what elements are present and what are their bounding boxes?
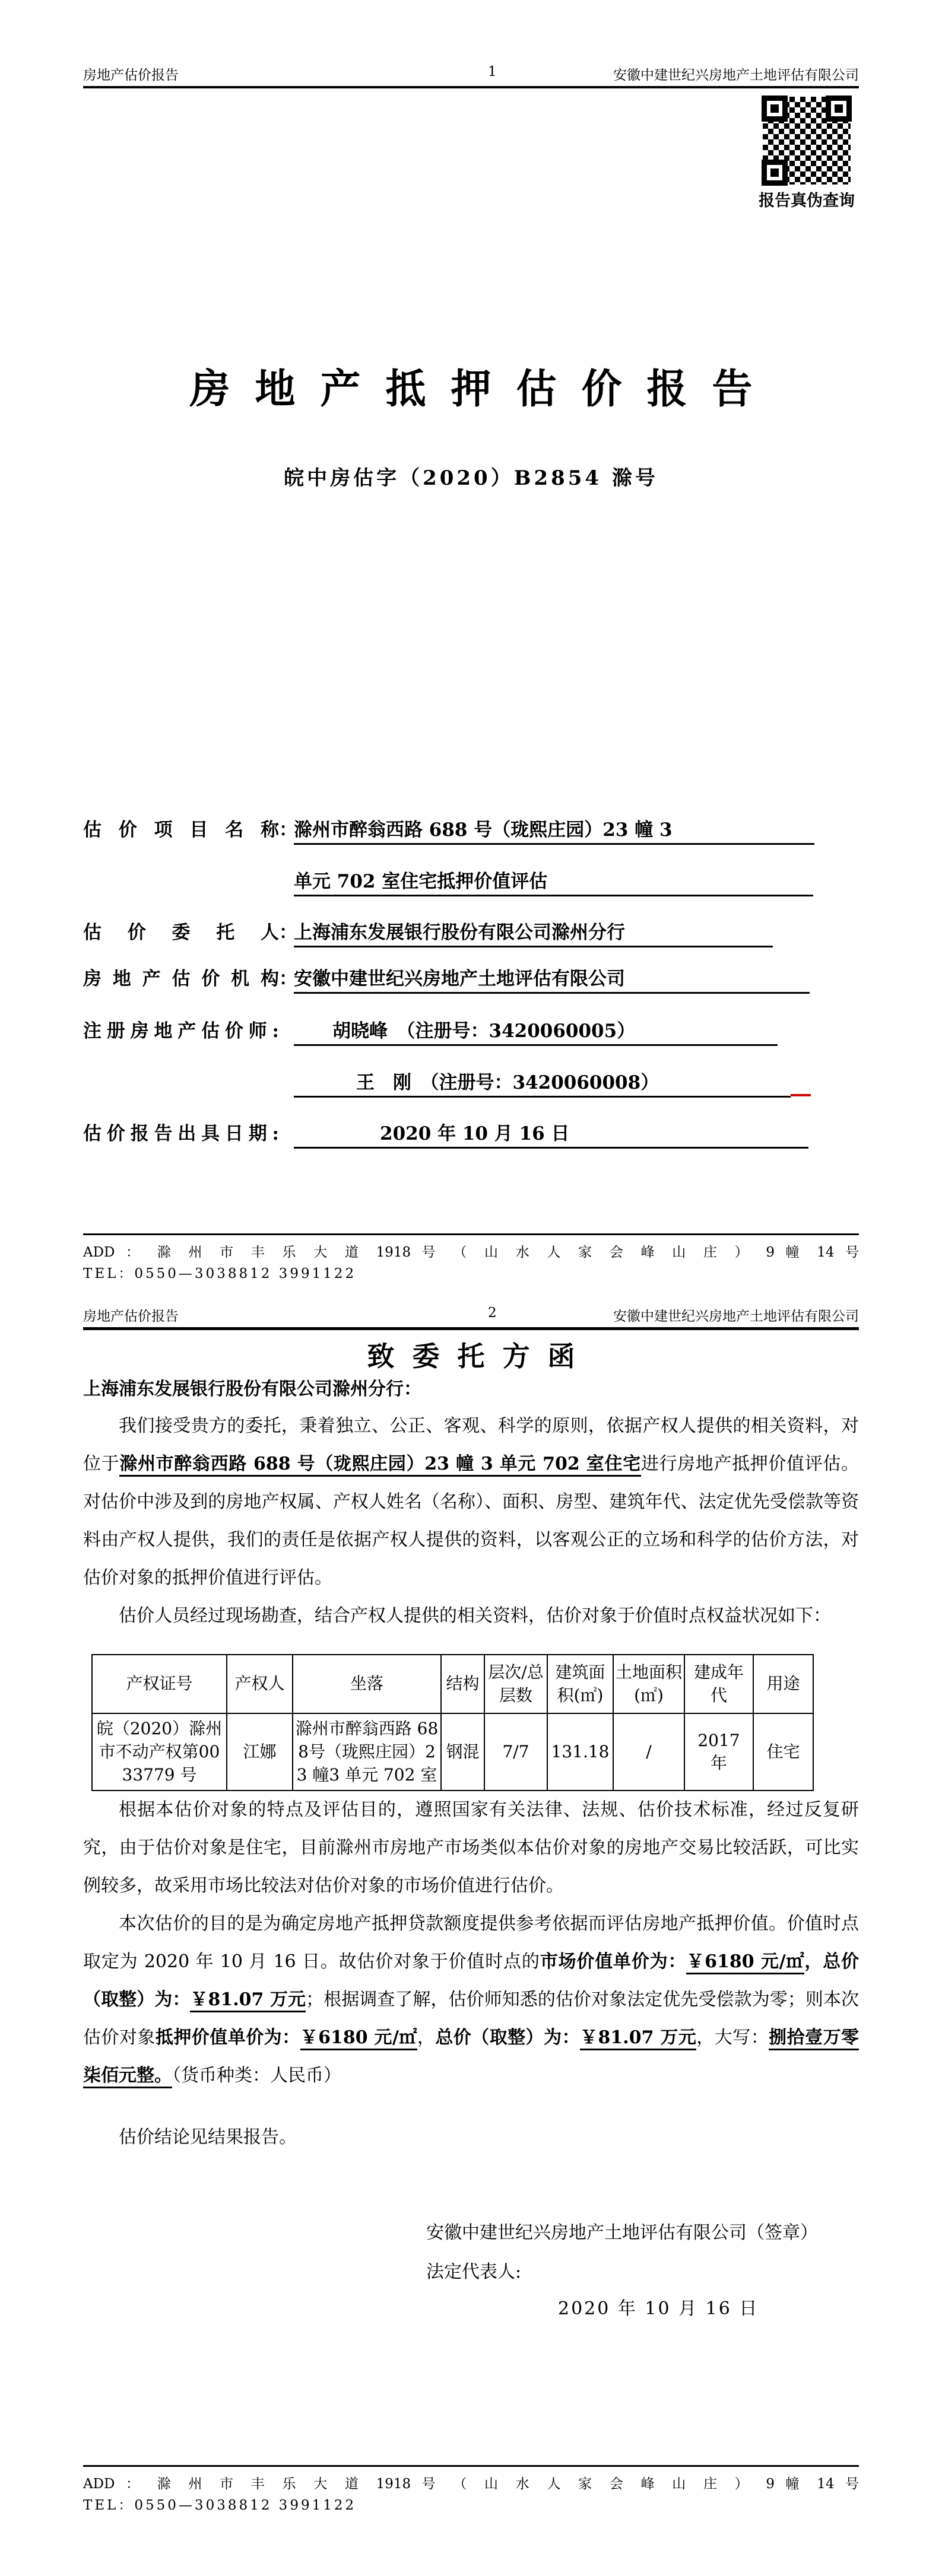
field-label: 估价报告出具日期:: [83, 1123, 279, 1144]
signature-company-seal-line: 安徽中建世纪兴房地产土地评估有限公司（签章）: [426, 2222, 818, 2243]
field-value: 胡晓峰 （注册号：3420060005）: [294, 1018, 778, 1046]
letter-paragraph-3: 根据本估价对象的特点及评估目的，遵照国家有关法律、法规、估价技术标准，经过反复研究，由于估价对象是住宅，目前滁州市房地产市场类似本估价对象的房地产交易比较活跃，可比实例较多，故采用市场比较法对估价对象的市场价值进行估价。: [83, 1799, 859, 1897]
letter-paragraph-4: 本次估价的目的是为确定房地产抵押贷款额度提供参考依据而评估房地产抵押价值。价值时点取定为 2020 年 10 月 16 日。故估价对象于价值时点的市场价值单价为：￥6180 元/㎡，总价（取整）为：￥81.07 万元；根据调查了解，估价师知悉的估价对象法定优先受偿款为零；则本次估价对象抵押价值单价为：￥6180 元/㎡，总价（取整）为：￥81.07 万元，大写：捌拾壹万零柒佰元整。（货币种类：人民币）: [83, 1905, 859, 2095]
cell-land-area: /: [613, 1713, 684, 1791]
field-label: 房地产估价机构: [83, 968, 279, 990]
table-header-row: [92, 1655, 813, 1713]
cell-owner: 江娜: [227, 1713, 293, 1791]
field-value: 王 刚 （注册号：3420060008）: [294, 1070, 791, 1098]
field-label: 估 价 委 托 人: [83, 922, 279, 943]
underline-red-tail-mark: [791, 1094, 811, 1096]
field-value: 上海浦东发展银行股份有限公司滁州分行: [294, 920, 773, 947]
page2-footer-rule: [83, 2465, 859, 2467]
letter-salutation: 上海浦东发展银行股份有限公司滁州分行：: [83, 1379, 421, 1400]
field-project-name-line1: [83, 817, 814, 845]
col-header-building-area: 建筑面积(㎡): [547, 1655, 613, 1713]
page1-header-doc-type: 房地产估价报告: [83, 68, 179, 83]
field-client: [83, 920, 773, 948]
report-title: 房地产抵押估价报告: [189, 365, 778, 413]
page1-header-company: 安徽中建世纪兴房地产土地评估有限公司: [613, 68, 859, 83]
field-value: 2020 年 10 月 16 日: [294, 1121, 808, 1149]
letter-paragraph-5: 估价结论见结果报告。: [119, 2127, 297, 2148]
table-row: [92, 1713, 813, 1791]
field-report-issue-date: [83, 1121, 808, 1149]
field-appraisal-agency: [83, 966, 810, 994]
letter-body: [83, 1407, 859, 2157]
col-header-certificate-no: 产权证号: [92, 1655, 227, 1713]
qr-finder-top-left-icon: [762, 96, 788, 122]
col-header-usage: 用途: [753, 1655, 813, 1713]
letter-paragraph-2: 估价人员经过现场勘查，结合产权人提供的相关资料，估价对象于价值时点权益状况如下：: [119, 1605, 831, 1626]
cell-structure: 钢混: [441, 1713, 484, 1791]
field-colon: ：: [279, 968, 297, 990]
qr-finder-bottom-left-icon: [762, 160, 788, 186]
field-value: 单元 702 室住宅抵押价值评估: [294, 869, 813, 896]
report-doc-number: 皖中房估字（2020）B2854 滁号: [284, 466, 658, 490]
field-colon: ：: [279, 922, 297, 943]
col-header-year-built: 建成年代: [684, 1655, 753, 1713]
page1-header-rule: [83, 86, 859, 88]
field-value: 滁州市醉翁西路 688 号（珑熙庄园）23 幢 3: [294, 817, 814, 845]
page2-header-rule: [83, 1327, 859, 1330]
report-verification-qr-code: [763, 97, 851, 185]
cell-location: 滁州市醉翁西路 688号（珑熙庄园）23 幢3 单元 702 室: [293, 1713, 441, 1791]
signature-legal-representative: 法定代表人:: [426, 2262, 522, 2282]
field-label: 估 价 项 目 名 称: [83, 819, 279, 841]
cell-usage: 住宅: [753, 1713, 813, 1791]
page2-footer-address: ADD ： 滁 州 市 丰 乐 大 道 1918 号 （ 山 水 人 家 会 峰 山 庄 ） 9 幢 14 号: [83, 2476, 859, 2492]
col-header-floor: 层次/总层数: [484, 1655, 547, 1713]
page1-footer-telephone: TEL：0550—3038812 3991122: [83, 1266, 357, 1281]
page2-header-company: 安徽中建世纪兴房地产土地评估有限公司: [613, 1309, 859, 1324]
letter-title: 致委托方函: [367, 1340, 593, 1372]
field-registered-appraiser-2: [83, 1070, 791, 1098]
qr-finder-top-right-icon: [826, 96, 852, 122]
field-registered-appraiser-1: [83, 1018, 778, 1047]
field-colon: ：: [279, 819, 297, 841]
field-project-name-line2: [83, 869, 813, 897]
page1-header-page-number: 1: [488, 64, 497, 79]
page2-header-doc-type: 房地产估价报告: [83, 1309, 179, 1324]
col-header-location: 坐落: [293, 1655, 441, 1713]
page2-header-page-number: 2: [488, 1305, 497, 1321]
page2-footer-telephone: TEL：0550—3038812 3991122: [83, 2498, 357, 2513]
cell-certificate-no: 皖（2020）滁州市不动产权第0033779 号: [92, 1713, 227, 1791]
cell-building-area: 131.18: [547, 1713, 613, 1791]
cell-floor: 7/7: [484, 1713, 547, 1791]
page1-footer-address: ADD ： 滁 州 市 丰 乐 大 道 1918 号 （ 山 水 人 家 会 峰 山 庄 ） 9 幢 14 号: [83, 1245, 859, 1260]
field-value: 安徽中建世纪兴房地产土地评估有限公司: [294, 966, 810, 994]
property-rights-table: [91, 1654, 814, 1791]
cell-year-built: 2017 年: [684, 1713, 753, 1791]
field-label: 注册房地产估价师:: [83, 1020, 279, 1042]
qr-caption: 报告真伪查询: [759, 192, 855, 210]
col-header-owner: 产权人: [227, 1655, 293, 1713]
col-header-structure: 结构: [441, 1655, 484, 1713]
page1-footer-rule: [83, 1233, 859, 1235]
col-header-land-area: 土地面积(㎡): [613, 1655, 684, 1713]
signature-date: 2020 年 10 月 16 日: [558, 2298, 759, 2319]
letter-paragraph-1: 我们接受贵方的委托，秉着独立、公正、客观、科学的原则，依据产权人提供的相关资料，对位于滁州市醉翁西路 688 号（珑熙庄园）23 幢 3 单元 702 室住宅进行房地产抵押价值评估。对估价中涉及到的房地产权属、产权人姓名（名称）、面积、房型、建筑年代、法定优先受偿款等资料由产权人提供，我们的责任是依据产权人提供的资料，以客观公正的立场和科学的估价方法，对估价对象的抵押价值进行评估。: [83, 1416, 859, 1588]
